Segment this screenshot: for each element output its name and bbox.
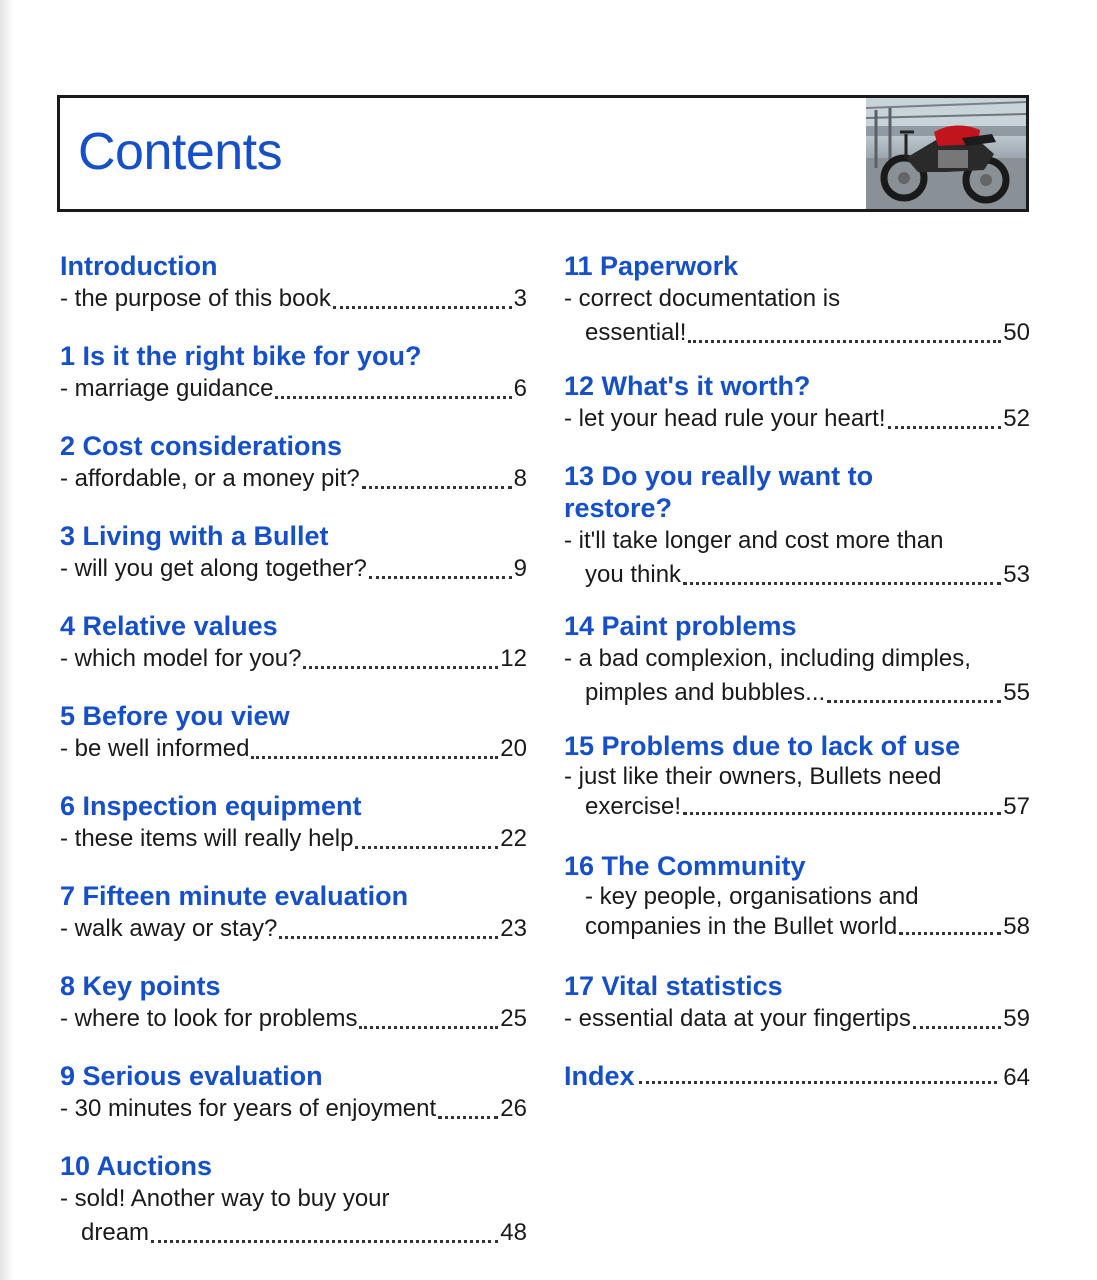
page-number: 59 bbox=[1003, 1005, 1030, 1032]
entry-title: 12 What's it worth? bbox=[564, 371, 811, 401]
entry-subtitle-line: - where to look for problems 25 bbox=[60, 1002, 527, 1036]
entry-subtitle-line: - correct documentation is bbox=[564, 285, 841, 312]
entry-title: 9 Serious evaluation bbox=[60, 1061, 323, 1091]
entry-title: 14 Paint problems bbox=[564, 611, 797, 641]
entry-subtitle-line: - sold! Another way to buy your bbox=[60, 1185, 390, 1212]
page-number: 26 bbox=[500, 1095, 527, 1122]
entry-subtitle-line: exercise! 57 bbox=[585, 793, 1030, 820]
toc-entry-1[interactable] bbox=[60, 340, 527, 406]
entry-subtitle-line: - affordable, or a money pit? 8 bbox=[60, 462, 527, 496]
index-line bbox=[564, 1060, 1030, 1092]
entry-title: 4 Relative values bbox=[60, 611, 278, 641]
page-number: 50 bbox=[1003, 319, 1030, 346]
motorcycle-image bbox=[866, 98, 1026, 209]
page-number: 22 bbox=[500, 825, 527, 852]
entry-subtitle-line: - marriage guidance 6 bbox=[60, 372, 527, 406]
entry-title: Introduction bbox=[60, 251, 218, 281]
entry-title: 3 Living with a Bullet bbox=[60, 521, 329, 551]
toc-entry-12[interactable] bbox=[564, 370, 1030, 436]
page-number: 12 bbox=[500, 645, 527, 672]
entry-subtitle-line: - be well informed 20 bbox=[60, 732, 527, 766]
toc-entry-7[interactable] bbox=[60, 880, 527, 946]
entry-title: 13 Do you really want to restore? bbox=[564, 461, 874, 523]
toc-entry-9[interactable] bbox=[60, 1060, 527, 1126]
page-number: 25 bbox=[500, 1005, 527, 1032]
entry-subtitle-line: - let your head rule your heart! 52 bbox=[564, 402, 1030, 436]
toc-entry-10[interactable] bbox=[60, 1150, 527, 1250]
toc-entry-15[interactable] bbox=[564, 730, 1030, 822]
entry-subtitle-line: - which model for you? 12 bbox=[60, 642, 527, 676]
page-number: 58 bbox=[1003, 913, 1030, 940]
toc-entry-14[interactable] bbox=[564, 610, 1030, 710]
entry-title: 7 Fifteen minute evaluation bbox=[60, 881, 409, 911]
page-number: 57 bbox=[1003, 793, 1030, 820]
entry-subtitle-line: - essential data at your fingertips 59 bbox=[564, 1002, 1030, 1036]
page-number: 64 bbox=[1003, 1064, 1030, 1091]
entry-title: 5 Before you view bbox=[60, 701, 290, 731]
entry-title: 16 The Community bbox=[564, 851, 806, 881]
page-number: 6 bbox=[513, 375, 527, 402]
entry-subtitle-line: pimples and bubbles... 55 bbox=[564, 676, 1030, 710]
toc-entry-8[interactable] bbox=[60, 970, 527, 1036]
page-edge-shadow bbox=[0, 0, 14, 1280]
toc-entry-13[interactable] bbox=[564, 460, 1030, 592]
contents-header bbox=[57, 95, 1029, 212]
entry-subtitle-line: - 30 minutes for years of enjoyment 26 bbox=[60, 1092, 527, 1126]
entry-subtitle-line: - will you get along together? 9 bbox=[60, 552, 527, 586]
motorcycle-photo bbox=[866, 98, 1026, 209]
toc-entry-6[interactable] bbox=[60, 790, 527, 856]
page-number: 55 bbox=[1003, 679, 1030, 706]
entry-subtitle-line: - just like their owners, Bullets need bbox=[564, 763, 942, 790]
entry-title: 10 Auctions bbox=[60, 1151, 213, 1181]
page-number: 3 bbox=[513, 285, 527, 312]
entry-title: 6 Inspection equipment bbox=[60, 791, 362, 821]
entry-subtitle-line: - key people, organisations and bbox=[585, 883, 919, 910]
toc-entry-introduction[interactable] bbox=[60, 250, 527, 316]
page-number: 8 bbox=[513, 465, 527, 492]
toc-entry-4[interactable] bbox=[60, 610, 527, 676]
toc-entry-3[interactable] bbox=[60, 520, 527, 586]
entry-subtitle-line: - walk away or stay? 23 bbox=[60, 912, 527, 946]
entry-subtitle-line: essential! 50 bbox=[564, 316, 1030, 350]
page-number: 9 bbox=[513, 555, 527, 582]
entry-subtitle-line: - it'll take longer and cost more than bbox=[564, 527, 944, 554]
entry-subtitle-line: - these items will really help 22 bbox=[60, 822, 527, 856]
page-number: 20 bbox=[500, 735, 527, 762]
entry-title: 11 Paperwork bbox=[564, 251, 739, 281]
toc-entry-17[interactable] bbox=[564, 970, 1030, 1036]
toc-entry-index[interactable] bbox=[564, 1060, 1030, 1092]
entry-subtitle-line: companies in the Bullet world 58 bbox=[585, 913, 1030, 940]
toc-entry-5[interactable] bbox=[60, 700, 527, 766]
entry-title: 8 Key points bbox=[60, 971, 221, 1001]
entry-title: 1 Is it the right bike for you? bbox=[60, 341, 422, 371]
entry-subtitle-line: you think 53 bbox=[564, 558, 1030, 592]
entry-title: 17 Vital statistics bbox=[564, 971, 783, 1001]
page-number: 53 bbox=[1003, 561, 1030, 588]
page-title: Contents bbox=[78, 123, 283, 181]
toc-entry-2[interactable] bbox=[60, 430, 527, 496]
entry-title: 2 Cost considerations bbox=[60, 431, 343, 461]
entry-title: Index bbox=[564, 1061, 635, 1091]
entry-subtitle-line: - the purpose of this book 3 bbox=[60, 282, 527, 316]
page-number: 23 bbox=[500, 915, 527, 942]
entry-title: 15 Problems due to lack of use bbox=[564, 731, 961, 761]
page-number: 48 bbox=[500, 1219, 527, 1246]
entry-subtitle-line: - a bad complexion, including dimples, bbox=[564, 645, 971, 672]
entry-subtitle-line: dream 48 bbox=[60, 1216, 527, 1250]
page-number: 52 bbox=[1003, 405, 1030, 432]
toc-entry-16[interactable] bbox=[564, 850, 1030, 942]
toc-entry-11[interactable] bbox=[564, 250, 1030, 350]
